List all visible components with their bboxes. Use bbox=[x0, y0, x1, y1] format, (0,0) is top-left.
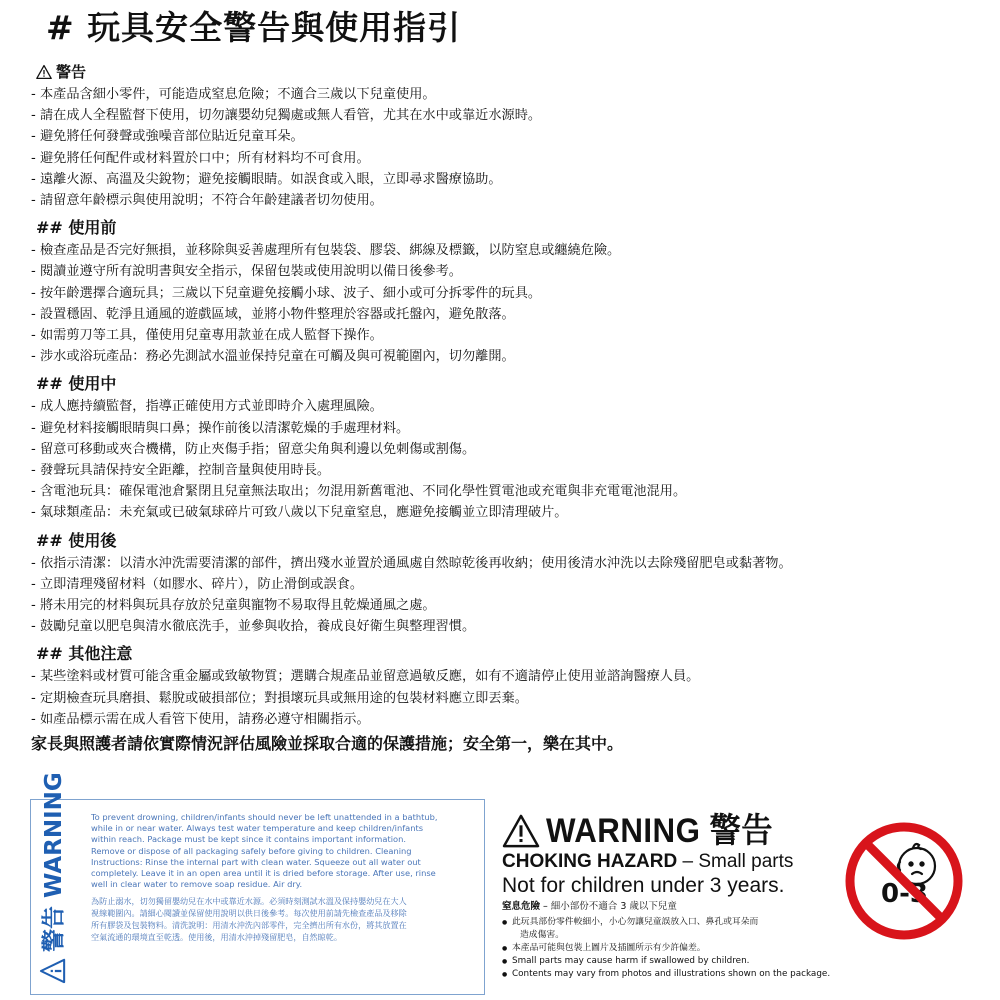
list-item: - 發聲玩具請保持安全距離，控制音量與使用時長。 bbox=[31, 463, 331, 479]
list-item: - 避免將任何配件或材料置於口中；所有材料均不可食用。 bbox=[31, 150, 370, 166]
section-other-notes bbox=[28, 644, 978, 730]
age-0-3-prohibited-icon bbox=[843, 820, 965, 942]
label-zh-block bbox=[91, 895, 474, 943]
label-en-line: while in or near water. Always test water temperature and keep children/infants bbox=[91, 823, 424, 834]
list-item: - 某些塗料或材質可能含重金屬或致敏物質；選購合規產品並留意過敏反應，如有不適請停止使用並諮詢醫療人員。 bbox=[31, 669, 700, 685]
label-zh-line: 為防止溺水，切勿獨留嬰幼兒在水中或靠近水源。必須時刻測試水溫及保持嬰幼兒在大人 bbox=[91, 896, 407, 907]
section-heading: ## 使用後 bbox=[36, 530, 117, 550]
list-item: - 定期檢查玩具磨損、鬆脫或破損部位；對損壞玩具或無用途的包裝材料應立即丟棄。 bbox=[31, 690, 528, 706]
label-en-line: Instructions: Rinse the internal part with clean water. Squeeze out all water out bbox=[91, 856, 421, 867]
warning-word: WARNING 警告 bbox=[546, 812, 774, 850]
document bbox=[28, 8, 978, 756]
warning-heading bbox=[36, 62, 978, 82]
list-item: - 將未用完的材料與玩具存放於兒童與寵物不易取得且乾燥通風之處。 bbox=[31, 598, 436, 614]
warning-list bbox=[28, 84, 978, 211]
list-item: - 留意可移動或夾合機構，防止夾傷手指；留意尖角與利邊以免刺傷或割傷。 bbox=[31, 441, 476, 457]
list-item: - 立即清理殘留材料（如膠水、碎片），防止滑倒或誤食。 bbox=[31, 576, 364, 592]
choking-hazard-rest: – Small parts bbox=[677, 851, 794, 872]
section-heading: ## 其他注意 bbox=[36, 644, 133, 664]
list-item: - 避免材料接觸眼睛與口鼻；操作前後以清潔乾燥的手處理材料。 bbox=[31, 420, 410, 436]
list-item: ● 本產品可能與包裝上圖片及插圖所示有少許偏差。 bbox=[502, 942, 842, 955]
list-item: - 如產品標示需在成人看管下使用，請務必遵守相關指示。 bbox=[31, 711, 370, 727]
list-item: - 氣球類產品：未充氣或已破氣球碎片可致八歲以下兒童窒息，應避免接觸並立即清理破片。 bbox=[31, 505, 568, 521]
age-restriction-line: Not for children under 3 years. bbox=[502, 874, 785, 897]
bath-warning-label bbox=[30, 772, 485, 995]
list-item: - 請留意年齡標示與使用說明；不符合年齡建議者切勿使用。 bbox=[31, 193, 383, 209]
section-heading: ## 使用前 bbox=[36, 218, 117, 238]
list-item: 造成傷害。 bbox=[520, 930, 564, 940]
label-body bbox=[91, 812, 474, 943]
list-item: - 本產品含細小零件，可能造成窒息危險；不適合三歲以下兒童使用。 bbox=[31, 87, 436, 102]
list-item: - 成人應持續監督，指導正確使用方式並即時介入處理風險。 bbox=[31, 399, 383, 415]
list-item: - 檢查產品是否完好無損，並移除與妥善處理所有包裝袋、膠袋、綁線及標籤，以防窒息或纏繞危險。 bbox=[31, 243, 621, 259]
label-en-line: within reach. Package must be kept since it contains important information. bbox=[91, 834, 406, 845]
list-item: - 設置穩固、乾淨且通風的遊戲區域，並將小物件整理於容器或托盤內，避免散落。 bbox=[31, 306, 515, 322]
list-item: - 鼓勵兒童以肥皂與清水徹底洗手，並參與收拾，養成良好衛生與整理習慣。 bbox=[31, 619, 476, 635]
list-item: ● Small parts may cause harm if swallowed by children. bbox=[502, 955, 842, 968]
warning-triangle-icon bbox=[502, 814, 540, 848]
label-side-banner bbox=[31, 772, 75, 994]
warning-triangle-icon bbox=[36, 64, 52, 80]
list-item: - 避免將任何發聲或強噪音部位貼近兒童耳朵。 bbox=[31, 129, 304, 145]
label-en-line: To prevent drowning, children/infants should never be left unattended in a bathtub, bbox=[91, 812, 438, 822]
label-zh-line: 視線範圍內。請細心閱讀並保留使用說明以供日後參考。每次使用前請先檢查產品及移除 bbox=[91, 908, 407, 919]
label-en-line: completely. Leave it in an open area until it is dried before storage. After use, rinse bbox=[91, 868, 436, 879]
warning-heading-text: 警告 bbox=[56, 63, 87, 81]
warning-triangle-icon bbox=[39, 958, 67, 984]
list-item: - 閱讀並遵守所有說明書與安全指示，保留包裝或使用說明以備日後參考。 bbox=[31, 264, 462, 280]
choking-zh-bold: 窒息危險 bbox=[502, 901, 541, 912]
label-zh-line: 所有膠袋及包裝物料。清洗說明：用清水沖洗內部零件，完全擠出所有水份，將其放置在 bbox=[91, 920, 407, 931]
choking-bullets bbox=[502, 916, 842, 981]
choking-hazard-bold: CHOKING HAZARD bbox=[502, 851, 678, 872]
section-during-use bbox=[28, 374, 978, 523]
page-title: # 玩具安全警告與使用指引 bbox=[46, 8, 462, 47]
choking-hazard-line bbox=[502, 851, 842, 873]
label-en-line: well in clear water to remove soap residue. Air dry. bbox=[91, 879, 303, 890]
list-item: - 遠離火源、高溫及尖銳物；避免接觸眼睛。如誤食或入眼，立即尋求醫療協助。 bbox=[31, 171, 502, 187]
list-item: - 含電池玩具：確保電池倉緊閉且兒童無法取出；勿混用新舊電池、不同化學性質電池或充電與非充電電池混用。 bbox=[31, 484, 687, 500]
label-zh-line: 空氣流通的環境直至乾透。使用後，用清水沖掉殘留肥皂，自然晾乾。 bbox=[91, 932, 342, 943]
choking-zh-line bbox=[502, 900, 842, 914]
choking-hazard-label bbox=[502, 812, 842, 992]
section-after-use bbox=[28, 531, 978, 638]
list-item: - 依指示清潔：以清水沖洗需要清潔的部件，擠出殘水並置於通風處自然晾乾後再收納；使用後清水沖洗以去除殘留肥皂或黏著物。 bbox=[31, 555, 792, 571]
choking-zh-rest: – 細小部份不適合 3 歲以下兒童 bbox=[540, 901, 677, 912]
list-item: - 涉水或浴玩產品：務必先測試水溫並保持兒童在可觸及與可視範圍內，切勿離開。 bbox=[31, 349, 515, 365]
list-item: ● Contents may vary from photos and illustrations shown on the package. bbox=[502, 968, 842, 981]
age-range-text: 0-3 bbox=[881, 879, 928, 909]
list-item: ● 此玩具部份零件較細小，小心勿讓兒童誤放入口、鼻孔或耳朵而 bbox=[502, 916, 842, 929]
list-item: - 請在成人全程監督下使用，切勿讓嬰幼兒獨處或無人看管，尤其在水中或靠近水源時。 bbox=[31, 108, 542, 124]
section-before-use bbox=[28, 218, 978, 367]
label-en-line: Remove or dispose of all packaging safely before giving to children. Cleaning bbox=[91, 845, 412, 856]
label-side-text: 警告 WARNING bbox=[41, 772, 67, 952]
list-item: - 按年齡選擇合適玩具；三歲以下兒童避免接觸小球、波子、細小或可分拆零件的玩具。 bbox=[31, 285, 542, 301]
section-heading: ## 使用中 bbox=[36, 374, 117, 394]
closing-statement: 家長與照護者請依實際情況評估風險並採取合適的保護措施；安全第一，樂在其中。 bbox=[31, 734, 624, 754]
list-item: - 如需剪刀等工具，僅使用兒童專用款並在成人監督下操作。 bbox=[31, 328, 383, 344]
choking-title bbox=[502, 812, 842, 850]
